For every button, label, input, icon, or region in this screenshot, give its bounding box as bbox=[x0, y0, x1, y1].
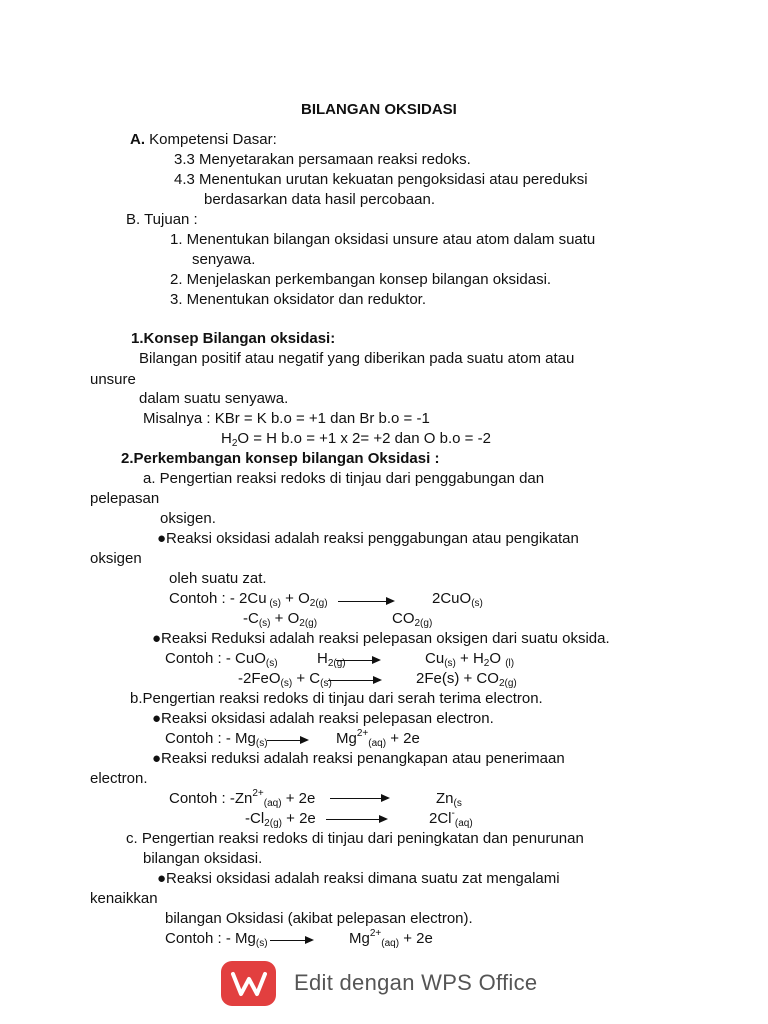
s2b-line: b.Pengertian reaksi redoks di tinjau dari serah terima electron. bbox=[130, 690, 543, 707]
equation-3-products: $Cu_{(s)} + H_2O$ $_{(l)}$ bbox=[425, 650, 515, 669]
bo-oxidation-definition: ●Reaksi oksidasi adalah reaksi dimana suatu zat mengalami bbox=[157, 870, 560, 887]
equation-5-products: $Mg^{2+}_{(aq)} + 2e$ bbox=[336, 728, 420, 749]
s2c-line-2: bilangan oksidasi. bbox=[143, 850, 263, 867]
tujuan-item-1: 1. Menentukan bilangan oksidasi unsure atau atom dalam suatu bbox=[170, 231, 596, 248]
equation-7-reactants: $-Cl_{2(g)} + 2e$ bbox=[245, 810, 316, 829]
equation-4-reactants: $-2FeO_{(s)} + C_{(s)}$ bbox=[238, 670, 332, 689]
bo-oxidation-definition-cont: kenaikkan bbox=[90, 890, 158, 907]
electron-reduction-definition-cont: electron. bbox=[90, 770, 148, 787]
reaction-arrow-icon bbox=[270, 940, 312, 941]
reaction-arrow-icon bbox=[330, 798, 388, 799]
s1-paragraph-line-2: unsure bbox=[90, 371, 136, 388]
page-title: BILANGAN OKSIDASI bbox=[301, 101, 457, 118]
tujuan-label: B. Tujuan : bbox=[126, 211, 198, 228]
kd-item-2: 4.3 Menentukan urutan kekuatan pengoksidasi atau pereduksi bbox=[174, 171, 588, 188]
s2c-line-1: c. Pengertian reaksi redoks di tinjau dari peningkatan dan penurunan bbox=[126, 830, 584, 847]
equation-3-reactant: Contoh : - CuO$_{(s)}$ bbox=[165, 650, 278, 669]
wps-watermark-text: Edit dengan WPS Office bbox=[294, 970, 538, 995]
equation-4-products: $2Fe(s) + CO_{2(g)}$ bbox=[416, 670, 517, 689]
oxidation-definition-cont-2: oleh suatu zat. bbox=[169, 570, 267, 587]
equation-6-reactants: Contoh : $-Zn^{2+}_{(aq)} + 2e$ bbox=[169, 788, 316, 809]
section-2-heading: 2.Perkembangan konsep bilangan Oksidasi : bbox=[121, 450, 440, 467]
equation-8-reactant: Contoh : - $Mg_{(s)}$ bbox=[165, 930, 268, 949]
reduction-definition: ●Reaksi Reduksi adalah reaksi pelepasan oksigen dari suatu oksida. bbox=[152, 630, 610, 647]
tujuan-item-2: 2. Menjelaskan perkembangan konsep bilangan oksidasi. bbox=[170, 271, 552, 288]
s2a-line-1: a. Pengertian reaksi redoks di tinjau dari penggabungan dan bbox=[143, 470, 545, 487]
oxidation-definition: ●Reaksi oksidasi adalah reaksi penggabungan atau pengikatan bbox=[157, 530, 579, 547]
reaction-arrow-icon bbox=[326, 819, 386, 820]
s1-example-1: Misalnya : KBr = K b.o = +1 dan Br b.o = -1 bbox=[143, 410, 430, 427]
electron-reduction-definition: ●Reaksi reduksi adalah reaksi penangkapan atau penerimaan bbox=[152, 750, 565, 767]
s1-example-2: $H_2O = H$ b.o = +1 x 2= +2 dan O b.o = -2 bbox=[221, 430, 491, 449]
kd-item-1: 3.3 Menyetarakan persamaan reaksi redoks. bbox=[174, 151, 471, 168]
oxidation-definition-cont: oksigen bbox=[90, 550, 142, 567]
equation-5-reactant: Contoh : - $Mg_{(s)}$ bbox=[165, 730, 268, 749]
bo-oxidation-definition-cont-2: bilangan Oksidasi (akibat pelepasan electron). bbox=[165, 910, 473, 927]
equation-2-products: $CO_{2(g)}$ bbox=[392, 610, 433, 629]
electron-oxidation-definition: ●Reaksi oksidasi adalah reaksi pelepasan electron. bbox=[152, 710, 494, 727]
tujuan-item-1-cont: senyawa. bbox=[192, 251, 256, 268]
tujuan-item-3: 3. Menentukan oksidator dan reduktor. bbox=[170, 291, 426, 308]
equation-1-products: 2CuO$_{(s)}$ bbox=[432, 590, 483, 609]
equation-8-products: $Mg^{2+}_{(aq)} + 2e$ bbox=[349, 928, 433, 949]
reaction-arrow-icon bbox=[336, 660, 379, 661]
s2a-line-2: pelepasan bbox=[90, 490, 160, 507]
reaction-arrow-icon bbox=[267, 740, 307, 741]
s1-paragraph-line-1: Bilangan positif atau negatif yang diberikan pada suatu atom atau bbox=[139, 350, 575, 367]
equation-6-products: $Zn_{(s}$ bbox=[436, 790, 462, 809]
s2a-line-3: oksigen. bbox=[160, 510, 216, 527]
wps-logo-icon bbox=[221, 961, 276, 1006]
kd-label: A. Kompetensi Dasar: bbox=[130, 131, 277, 148]
s1-paragraph-line-3: dalam suatu senyawa. bbox=[139, 390, 289, 407]
kd-item-2-cont: berdasarkan data hasil percobaan. bbox=[204, 191, 435, 208]
wps-watermark[interactable] bbox=[221, 961, 591, 1007]
equation-3-reagent: $H_{2(g)}$ bbox=[317, 650, 346, 669]
equation-1-reactants: Contoh : - 2Cu $_{(s)} + O_{2(g)}$ bbox=[169, 590, 328, 609]
reaction-arrow-icon bbox=[338, 601, 393, 602]
reaction-arrow-icon bbox=[328, 680, 380, 681]
equation-7-products: $2Cl^-_{(aq)}$ bbox=[429, 808, 473, 829]
equation-2-reactants: $-C_{(s)} + O_{2(g)}$ bbox=[243, 610, 318, 629]
section-1-heading: 1.Konsep Bilangan oksidasi: bbox=[131, 330, 336, 347]
